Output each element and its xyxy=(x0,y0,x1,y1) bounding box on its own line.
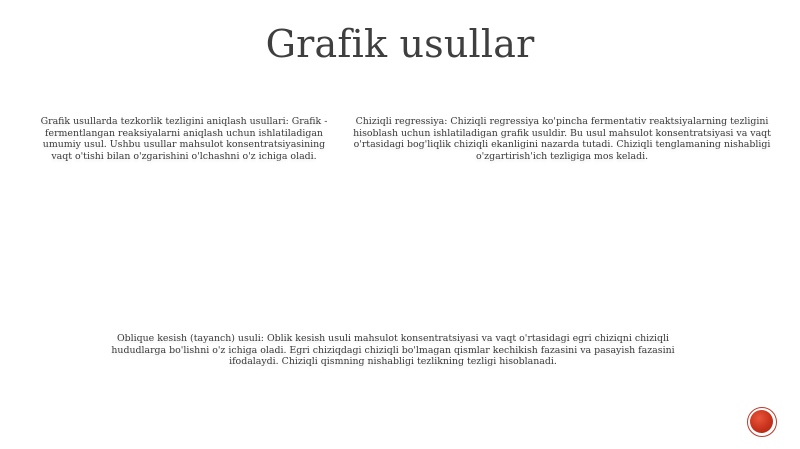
slide-title: Grafik usullar xyxy=(265,22,535,66)
next-slide-button[interactable] xyxy=(747,407,777,437)
text-block-oblique-kesish: Oblique kesish (tayanch) usuli: Oblik kesish usuli mahsulot konsentratsiyasi va vaqt o'rtasidagi egri chiziqni chiziqli hududlarga bo'lishni o'z ichiga oladi. Egri chiziqdagi chiziqli bo'lmagan qismlar kechikish fazasini va pasayish fazasini ifodalaydi. Chiziqli qismning nishabligi tezlikning tezligi hisoblanadi. xyxy=(111,333,675,368)
text-block-chiziqli-regressiya: Chiziqli regressiya: Chiziqli regressiya ko'pincha fermentativ reaktsiyalarning tezligini hisoblash uchun ishlatiladigan grafik usuldir. Bu usul mahsulot konsentratsiyasi va vaqt o'rtasidagi bog'liqlik chiziqli ekanligini nazarda tutadi. Chiziqli tenglamaning nishabligi o'zgartirish'ich tezligiga mos keladi. xyxy=(353,116,771,162)
text-block-grafik-usullar: Grafik usullarda tezkorlik tezligini aniqlash usullari: Grafik - fermentlangan reaksiyalarni aniqlash uchun ishlatiladigan umumiy usul. Ushbu usullar mahsulot konsentratsiyasining vaqt o'tishi bilan o'zgarishini o'lchashni o'z ichiga oladi. xyxy=(40,116,328,162)
circle-next-icon xyxy=(750,410,773,433)
